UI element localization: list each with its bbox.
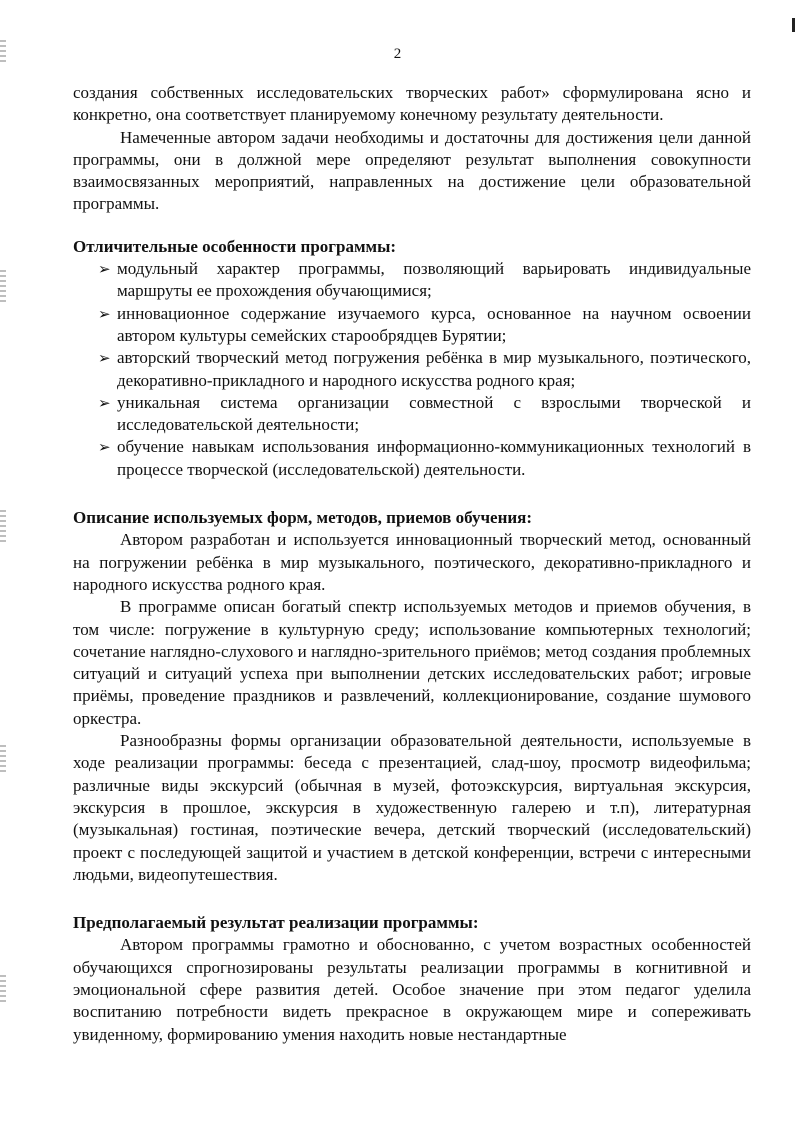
intro-paragraph: создания собственных исследовательских творческих работ» сформулирована ясно и конкретно, она соответствует планируемому конечному результату деятельности.	[73, 83, 751, 125]
arrow-bullet-icon: ➢	[98, 304, 111, 323]
scan-artifact	[0, 975, 6, 1005]
document-body	[73, 82, 751, 1046]
list-item: ➢ авторский творческий метод погружения ребёнка в мир музыкального, поэтического, декоративно-прикладного и народного искусства родного края;	[98, 348, 751, 390]
intro-paragraph: Намеченные автором задачи необходимы и достаточны для достижения цели данной программы, они в должной мере определяют результат выполнения совокупности взаимосвязанных мероприятий, направленных на достижение цели образовательной программы.	[73, 127, 751, 214]
methods-paragraph: В программе описан богатый спектр используемых методов и приемов обучения, в том числе: погружение в культурную среду; использование компьютерных технологий; сочетание наглядно-слухового и наглядно-зрительного приёмов; метод создания проблемных ситуаций и ситуаций успеха при выполнении детских исследовательских работ; игровые приёмы, проведение праздников и развлечений, коллекционирование, создание шумового оркестра.	[73, 597, 751, 728]
methods-paragraph: Разнообразны формы организации образовательной деятельности, используемые в ходе реализации программы: беседа с презентацией, слад-шоу, просмотр видеофильма; различные виды экскурсий (обычная в музей, фотоэкскурсия, виртуальная экскурсия, экскурсия в прошлое, экскурсия в художественную галерею и т.п), литературная (музыкальная) гостиная, поэтические вечера, детский творческий (исследовательский) проект с последующей защитой и участием в детской конференции, встречи с интересными людьми, видеопутешествия.	[73, 731, 751, 884]
list-item: ➢ инновационное содержание изучаемого курса, основанное на научном освоении автором культуры семейских старообрядцев Бурятии;	[98, 303, 751, 345]
section-heading-results: Предполагаемый результат реализации программы:	[73, 913, 479, 933]
features-list	[73, 258, 751, 481]
list-item: ➢ модульный характер программы, позволяющий варьировать индивидуальные маршруты ее прохождения обучающимися;	[98, 259, 751, 301]
scan-artifact	[0, 510, 6, 542]
scan-artifact	[0, 745, 6, 775]
arrow-bullet-icon: ➢	[98, 349, 111, 368]
list-item: ➢ обучение навыкам использования информационно-коммуникационных технологий в процессе творческой (исследовательской) деятельности.	[98, 437, 751, 479]
methods-paragraph: Автором разработан и используется инновационный творческий метод, основанный на погружении ребёнка в мир музыкального, поэтического, декоративно-прикладного и народного искусства родного края.	[73, 530, 751, 594]
section-heading-features: Отличительные особенности программы:	[73, 236, 397, 256]
page-number: 2	[393, 46, 402, 62]
arrow-bullet-icon: ➢	[98, 393, 111, 412]
arrow-bullet-icon: ➢	[98, 438, 111, 457]
scan-artifact	[0, 270, 6, 304]
results-paragraph: Автором программы грамотно и обоснованно, с учетом возрастных особенностей обучающихся спрогнозированы результаты реализации программы в когнитивной и эмоциональной сфере развития детей. Особое значение при этом педагог уделила воспитанию потребности видеть прекрасное в окружающем мире и сопереживать увиденному, формированию умения находить новые нестандартные	[73, 935, 751, 1044]
section-heading-methods: Описание используемых форм, методов, приемов обучения:	[73, 508, 533, 528]
arrow-bullet-icon: ➢	[98, 260, 111, 279]
list-item: ➢ уникальная система организации совместной с взрослыми творческой и исследовательской деятельности;	[98, 392, 751, 435]
